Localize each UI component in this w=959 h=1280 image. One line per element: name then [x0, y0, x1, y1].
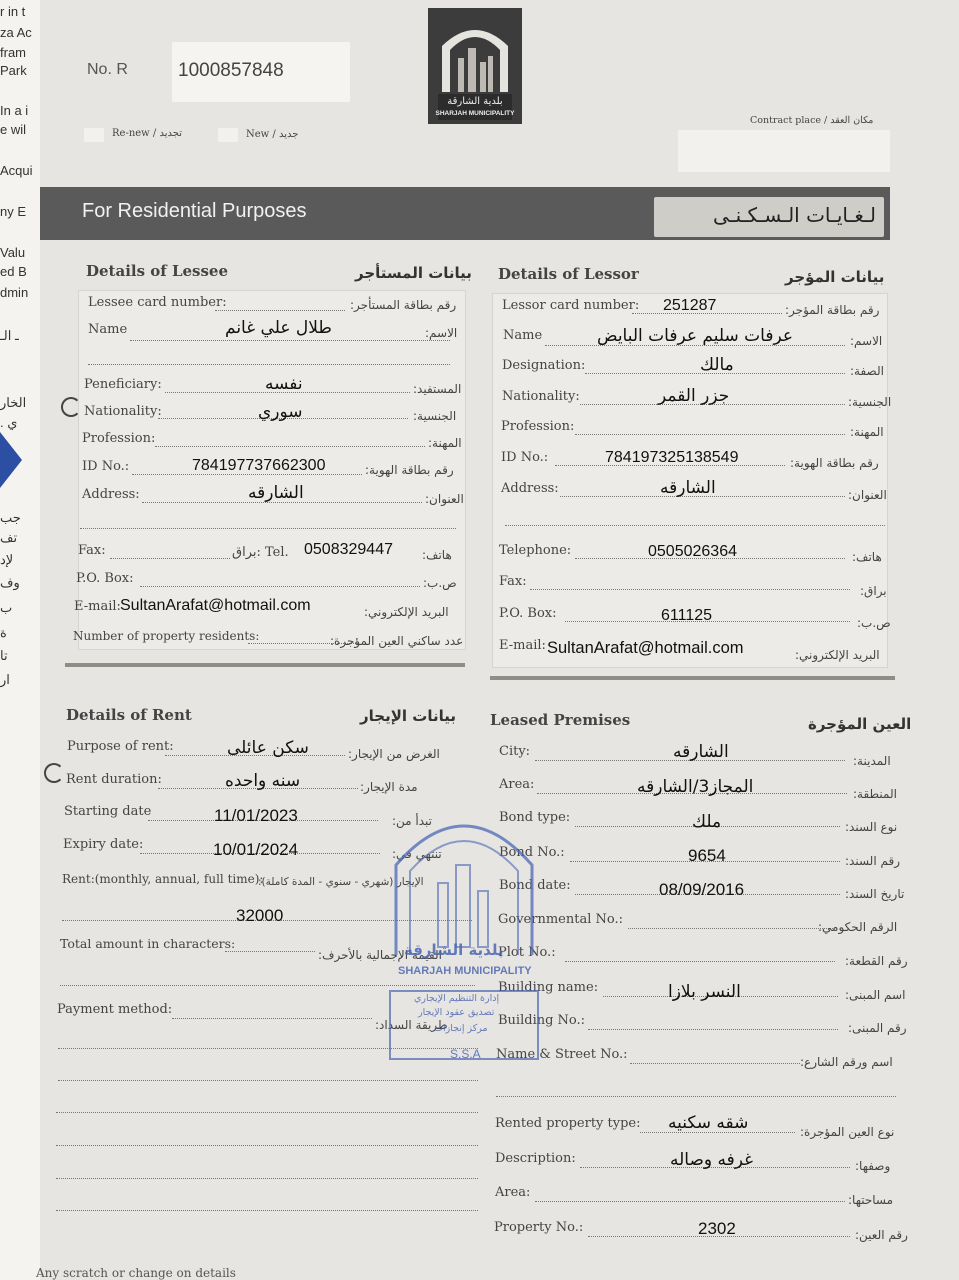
premises-area-label: Area:	[499, 777, 535, 792]
edge-text: In a i	[0, 103, 29, 118]
rent-payment-label-ar: طريقة السداد:	[375, 1018, 448, 1032]
premises-bonddate-label: Bond date:	[499, 878, 571, 893]
lessee-address-label: Address:	[82, 487, 140, 502]
edge-text: . ي	[0, 415, 18, 430]
punch-hole-icon	[61, 397, 81, 417]
lessee-address-value: الشارقه	[248, 483, 304, 503]
premises-bname-label: Building name:	[498, 980, 599, 995]
premises-city-value: الشارقه	[673, 742, 729, 762]
renew-label: Re-new / تجديد	[112, 128, 183, 139]
lessor-fax-label: Fax:	[499, 574, 527, 589]
lessor-designation-label: Designation:	[502, 358, 586, 373]
edge-text: ة	[0, 625, 7, 640]
edge-text: r in t	[0, 4, 26, 19]
renew-checkbox[interactable]	[84, 128, 104, 142]
rent-duration-label: Rent duration:	[66, 772, 162, 787]
premises-bondtype-label-ar: نوع السند:	[845, 820, 898, 834]
premises-govno-label: Governmental No.:	[498, 912, 623, 927]
lessor-email-value: SultanArafat@hotmail.com	[547, 639, 744, 657]
rent-duration-label-ar: مدة الإيجار:	[360, 780, 418, 794]
edge-text: ب	[0, 600, 13, 615]
lessee-card-label: Lessee card number:	[88, 295, 227, 310]
rent-title-ar: بيانات الإيجار	[360, 707, 456, 725]
edge-text: ed B	[0, 264, 27, 279]
lessor-designation-label-ar: الصفة:	[850, 364, 884, 378]
lessor-name-value: عرفات سليم عرفات البايض	[597, 326, 793, 346]
premises-bondno-label: Bond No.:	[499, 845, 565, 860]
lessor-card-label-ar: رقم بطاقة المؤجر:	[785, 303, 880, 317]
lessor-pobox-label: P.O. Box:	[499, 606, 557, 621]
contract-no-value: 1000857848	[178, 60, 284, 81]
premises-bname-value: النسر بلازا	[668, 982, 741, 1002]
banner-title-ar: لـغـايـات الـسـكـنـى	[713, 203, 876, 227]
lessor-tel-label-ar: هاتف:	[852, 550, 882, 564]
lessee-title-en: Details of Lessee	[86, 262, 229, 280]
rent-amount-label: Rent:(monthly, annual, full time):	[62, 872, 264, 886]
rent-total-label: Total amount in characters:	[60, 936, 236, 951]
edge-text: Acqui	[0, 163, 33, 178]
lessee-tel-label: براق: Tel.	[232, 545, 289, 560]
contract-place-field[interactable]	[678, 130, 890, 172]
rent-total-label-ar: القيمة الإجمالية بالأحرف:	[318, 948, 442, 962]
premises-area-label-ar: المنطقة:	[853, 787, 897, 801]
lessee-nationality-label-ar: الجنسية:	[413, 409, 457, 423]
rent-amount-label-ar: الإيجار (شهري - سنوي - المدة كاملة):	[258, 876, 424, 888]
premises-city-label: City:	[499, 744, 531, 759]
premises-bondtype-label: Bond type:	[499, 810, 571, 825]
edge-text: e wil	[0, 122, 27, 137]
lessee-beneficiary-value: نفسه	[265, 374, 303, 394]
lessee-beneficiary-label-ar: المستفيد:	[413, 382, 462, 396]
premises-pno-value: 2302	[698, 1219, 736, 1238]
rent-start-label: Starting date	[64, 804, 152, 819]
lessor-name-label: Name	[503, 328, 543, 343]
lessor-name-label-ar: الاسم:	[850, 334, 883, 348]
lessor-profession-label: Profession:	[501, 419, 575, 434]
premises-street-label: Name & Street No.:	[496, 1047, 628, 1062]
blue-mark-icon	[0, 432, 22, 488]
lessor-email-label-ar: البريد الإلكتروني:	[795, 648, 880, 662]
lessor-nationality-value: جزر القمر	[658, 386, 730, 406]
lessor-id-label: ID No.:	[501, 450, 549, 465]
lessor-nationality-label: Nationality:	[502, 389, 580, 404]
lessee-card-label-ar: رقم بطاقة المستأجر:	[350, 298, 457, 312]
stamp-center: مركز إنجازات	[434, 1023, 488, 1034]
premises-parea-label-ar: مساحتها:	[848, 1193, 894, 1207]
new-label: New / جديد	[246, 129, 299, 140]
lessee-fax-label: Fax:	[78, 543, 106, 558]
logo-english-text: SHARJAH MUNICIPALITY	[435, 110, 515, 117]
edge-text: fram	[0, 45, 26, 60]
edge-text: تا	[0, 648, 8, 663]
lessee-profession-label: Profession:	[82, 431, 156, 446]
lessor-address-label-ar: العنوان:	[848, 488, 887, 502]
lessor-title-en: Details of Lessor	[498, 265, 639, 283]
premises-desc-label: Description:	[495, 1151, 576, 1166]
lessee-address-label-ar: العنوان:	[425, 492, 464, 506]
premises-ptype-label-ar: نوع العين المؤجرة:	[800, 1125, 895, 1139]
premises-bondno-label-ar: رقم السند:	[845, 854, 900, 868]
lessee-email-label-ar: البريد الإلكتروني:	[364, 605, 449, 619]
lessor-id-label-ar: رقم بطاقة الهوية:	[790, 456, 879, 470]
lessee-email-value: SultanArafat@hotmail.com	[120, 597, 311, 614]
logo-arabic-text: بلدية الشارقة	[447, 96, 503, 107]
edge-text: وف	[0, 575, 20, 590]
premises-title-en: Leased Premises	[490, 711, 631, 729]
premises-govno-label-ar: الرقم الحكومي:	[818, 920, 898, 934]
lessor-pobox-value: 611125	[661, 607, 713, 624]
rent-expiry-label-ar: تنتهي في:	[392, 847, 442, 861]
new-checkbox[interactable]	[218, 128, 238, 142]
lessor-separator	[490, 676, 895, 680]
lessee-nationality-value: سوري	[258, 402, 303, 422]
premises-desc-value: غرفه وصاله	[670, 1150, 754, 1170]
premises-bname-label-ar: اسم المبنى:	[845, 988, 906, 1002]
premises-desc-label-ar: وصفها:	[855, 1159, 891, 1173]
lessor-address-label: Address:	[501, 481, 559, 496]
premises-parea-label: Area:	[495, 1185, 531, 1200]
premises-area-value: المجاز3/الشارقه	[637, 777, 754, 797]
contract-no-label: No. R	[87, 61, 128, 78]
lessee-email-label: E-mail:	[74, 599, 121, 614]
lessor-profession-label-ar: المهنة:	[850, 425, 884, 439]
rent-payment-label: Payment method:	[57, 1002, 173, 1017]
lessee-nationality-label: Nationality:	[84, 404, 162, 419]
lessor-fax-label-ar: براق:	[860, 584, 887, 598]
premises-bonddate-label-ar: تاريخ السند:	[845, 887, 905, 901]
lessor-tel-value: 0505026364	[648, 543, 737, 560]
adjacent-page-strip	[0, 0, 40, 1280]
rent-purpose-value: سكن عائلى	[227, 738, 309, 758]
lessee-name-value: طلال علي غانم	[225, 318, 332, 338]
lessee-id-value: 784197737662300	[192, 457, 326, 474]
premises-bondno-value: 9654	[688, 846, 726, 865]
sharjah-municipality-logo	[428, 8, 522, 124]
rent-duration-value: سنه واحده	[225, 771, 301, 791]
lessor-pobox-label-ar: ص.ب:	[857, 616, 891, 630]
premises-plot-label: Plot No.:	[498, 945, 556, 960]
edge-text: ـ الـ	[0, 328, 19, 343]
purpose-banner	[40, 187, 890, 240]
edge-text: تف	[0, 530, 18, 545]
banner-title-ar-box	[654, 197, 884, 237]
edge-text: za Ac	[0, 25, 32, 40]
lessee-separator	[65, 663, 465, 667]
premises-pno-label: Property No.:	[494, 1220, 584, 1235]
stamp-service: تصديق عقود الإيجار	[418, 1007, 495, 1018]
lessee-title-ar: بيانات المستأجر	[355, 264, 472, 282]
stamp-bottom: S.S.A	[450, 1047, 481, 1061]
stamp-ar-title: بلدية الشارقة	[404, 941, 504, 959]
premises-plot-label-ar: رقم القطعة:	[845, 954, 908, 968]
lessee-residents-label-ar: عدد ساكني العين المؤجرة:	[330, 634, 464, 648]
lessee-residents-label: Number of property residents:	[73, 629, 260, 643]
lessee-pobox-label-ar: ص.ب:	[423, 576, 457, 590]
premises-city-label-ar: المدينة:	[853, 754, 891, 768]
lessee-name-label-ar: الاسم:	[425, 326, 458, 340]
edge-text: Park	[0, 63, 27, 78]
lessee-name-label: Name	[88, 322, 128, 337]
lessor-card-value: 251287	[663, 297, 717, 314]
contract-place-label: Contract place / مكان العقد	[750, 115, 874, 126]
lessor-card-label: Lessor card number:	[502, 298, 640, 313]
lessor-email-label: E-mail:	[499, 638, 546, 653]
rent-title-en: Details of Rent	[66, 706, 192, 724]
premises-ptype-value: شقه سكنيه	[668, 1113, 749, 1133]
premises-title-ar: العين المؤجرة	[808, 715, 912, 733]
rent-expiry-value: 10/01/2024	[213, 840, 299, 859]
edge-text: الخار	[0, 395, 27, 410]
lessor-address-value: الشارقه	[660, 478, 716, 498]
premises-ptype-label: Rented property type:	[495, 1116, 641, 1131]
lessor-tel-label: Telephone:	[499, 543, 572, 558]
edge-text: ny E	[0, 204, 27, 219]
lessee-id-label-ar: رقم بطاقة الهوية:	[365, 463, 454, 477]
banner-title-en: For Residential Purposes	[82, 200, 307, 222]
lessee-profession-label-ar: المهنة:	[428, 436, 462, 450]
premises-bondtype-value: ملك	[692, 812, 722, 832]
lessor-designation-value: مالك	[700, 355, 734, 375]
rent-purpose-label-ar: الغرض من الإيجار:	[348, 747, 440, 761]
lessee-beneficiary-label: Peneficiary:	[84, 377, 162, 392]
rent-expiry-label: Expiry date:	[63, 837, 144, 852]
edge-text: dmin	[0, 285, 29, 300]
premises-bno-label-ar: رقم المبنى:	[848, 1021, 907, 1035]
edge-text: Valu	[0, 245, 26, 260]
premises-pno-label-ar: رقم العين:	[855, 1228, 908, 1242]
edge-text: لإد	[0, 552, 14, 567]
lessee-id-label: ID No.:	[82, 459, 130, 474]
punch-hole-icon	[44, 763, 64, 783]
lessor-id-value: 784197325138549	[605, 449, 739, 466]
rent-start-label-ar: تبدأ من:	[392, 814, 433, 828]
stamp-en-title: SHARJAH MUNICIPALITY	[398, 965, 532, 977]
rent-purpose-label: Purpose of rent:	[67, 739, 174, 754]
edge-text: جب	[0, 510, 21, 525]
premises-bno-label: Building No.:	[498, 1013, 586, 1028]
premises-bonddate-value: 08/09/2016	[659, 880, 745, 899]
premises-street-label-ar: اسم ورقم الشارع:	[800, 1055, 893, 1069]
footer-note: Any scratch or change on details	[36, 1266, 236, 1280]
lessor-title-ar: بيانات المؤجر	[785, 268, 885, 286]
lessee-tel-label-ar: هاتف:	[422, 548, 452, 562]
rent-start-value: 11/01/2023	[214, 806, 298, 825]
rent-amount-value: 32000	[236, 906, 284, 925]
lessee-pobox-label: P.O. Box:	[76, 571, 134, 586]
municipality-stamp	[388, 795, 540, 1063]
stamp-dept: إدارة التنظيم الإيجاري	[414, 993, 500, 1004]
lessee-tel-value: 0508329447	[304, 541, 393, 558]
lessor-nationality-label-ar: الجنسية:	[848, 395, 892, 409]
edge-text: ار	[0, 672, 10, 687]
